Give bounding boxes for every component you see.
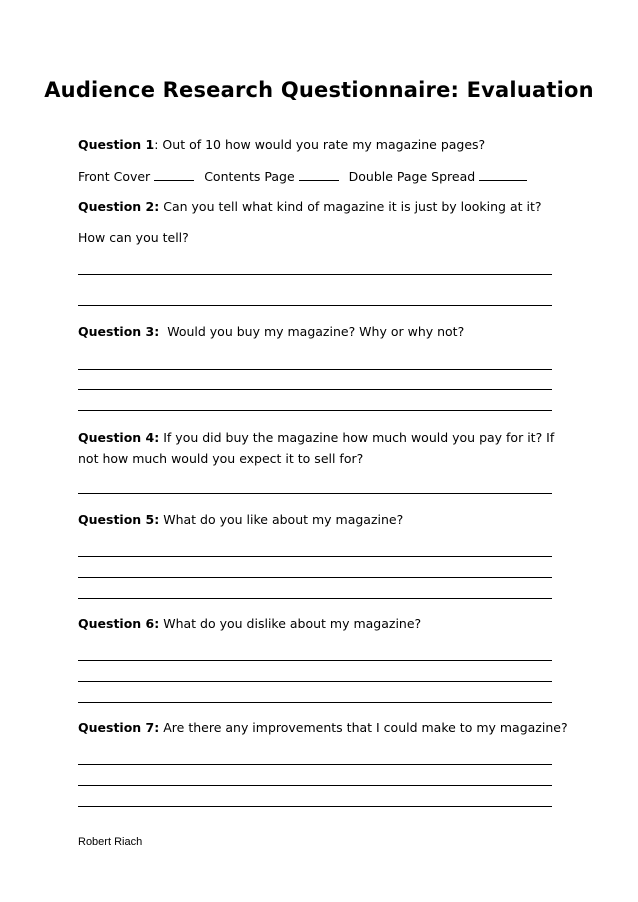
author-footer: Robert Riach: [78, 836, 143, 848]
question-3-label: Question 3:: [78, 324, 160, 339]
answer-line[interactable]: [78, 369, 552, 370]
page-title: Audience Research Questionnaire: Evaluation: [44, 78, 594, 102]
question-3: [78, 324, 464, 340]
question-2-text: Can you tell what kind of magazine it is just by looking at it?: [163, 199, 542, 214]
double-page-spread-blank[interactable]: [479, 168, 527, 181]
front-cover-blank[interactable]: [154, 168, 194, 181]
rating-row: [78, 168, 533, 185]
question-3-text: Would you buy my magazine? Why or why not?: [167, 324, 465, 339]
question-6-text: What do you dislike about my magazine?: [163, 616, 422, 631]
answer-line[interactable]: [78, 681, 552, 682]
answer-line[interactable]: [78, 764, 552, 765]
question-5-text: What do you like about my magazine?: [163, 512, 404, 527]
question-2: [78, 199, 542, 215]
question-2-followup: How can you tell?: [78, 230, 189, 245]
answer-line[interactable]: [78, 305, 552, 306]
rating-double-page-spread-label: Double Page Spread: [348, 169, 476, 184]
question-5-label: Question 5:: [78, 512, 160, 527]
question-4: [78, 427, 558, 469]
question-4-label: Question 4:: [78, 430, 160, 445]
question-2-label: Question 2:: [78, 199, 160, 214]
answer-line[interactable]: [78, 274, 552, 275]
answer-line[interactable]: [78, 598, 552, 599]
question-4-text: If you did buy the magazine how much would you pay for it? If not how much would you expect it to sell for?: [78, 430, 555, 466]
answer-line[interactable]: [78, 660, 552, 661]
question-1-label: Question 1: [78, 137, 155, 152]
answer-line[interactable]: [78, 577, 552, 578]
question-1-text: : Out of 10 how would you rate my magazine pages?: [154, 137, 486, 152]
question-6: [78, 616, 421, 632]
answer-line[interactable]: [78, 556, 552, 557]
question-7-text: Are there any improvements that I could make to my magazine?: [163, 720, 568, 735]
answer-line[interactable]: [78, 410, 552, 411]
answer-line[interactable]: [78, 806, 552, 807]
answer-line[interactable]: [78, 493, 552, 494]
rating-contents-page-label: Contents Page: [204, 169, 295, 184]
answer-line[interactable]: [78, 785, 552, 786]
contents-page-blank[interactable]: [299, 168, 339, 181]
question-7-label: Question 7:: [78, 720, 160, 735]
answer-line[interactable]: [78, 389, 552, 390]
question-7: [78, 720, 568, 736]
question-5: [78, 512, 403, 528]
question-1: [78, 137, 485, 153]
question-6-label: Question 6:: [78, 616, 160, 631]
answer-line[interactable]: [78, 702, 552, 703]
rating-front-cover-label: Front Cover: [78, 169, 151, 184]
